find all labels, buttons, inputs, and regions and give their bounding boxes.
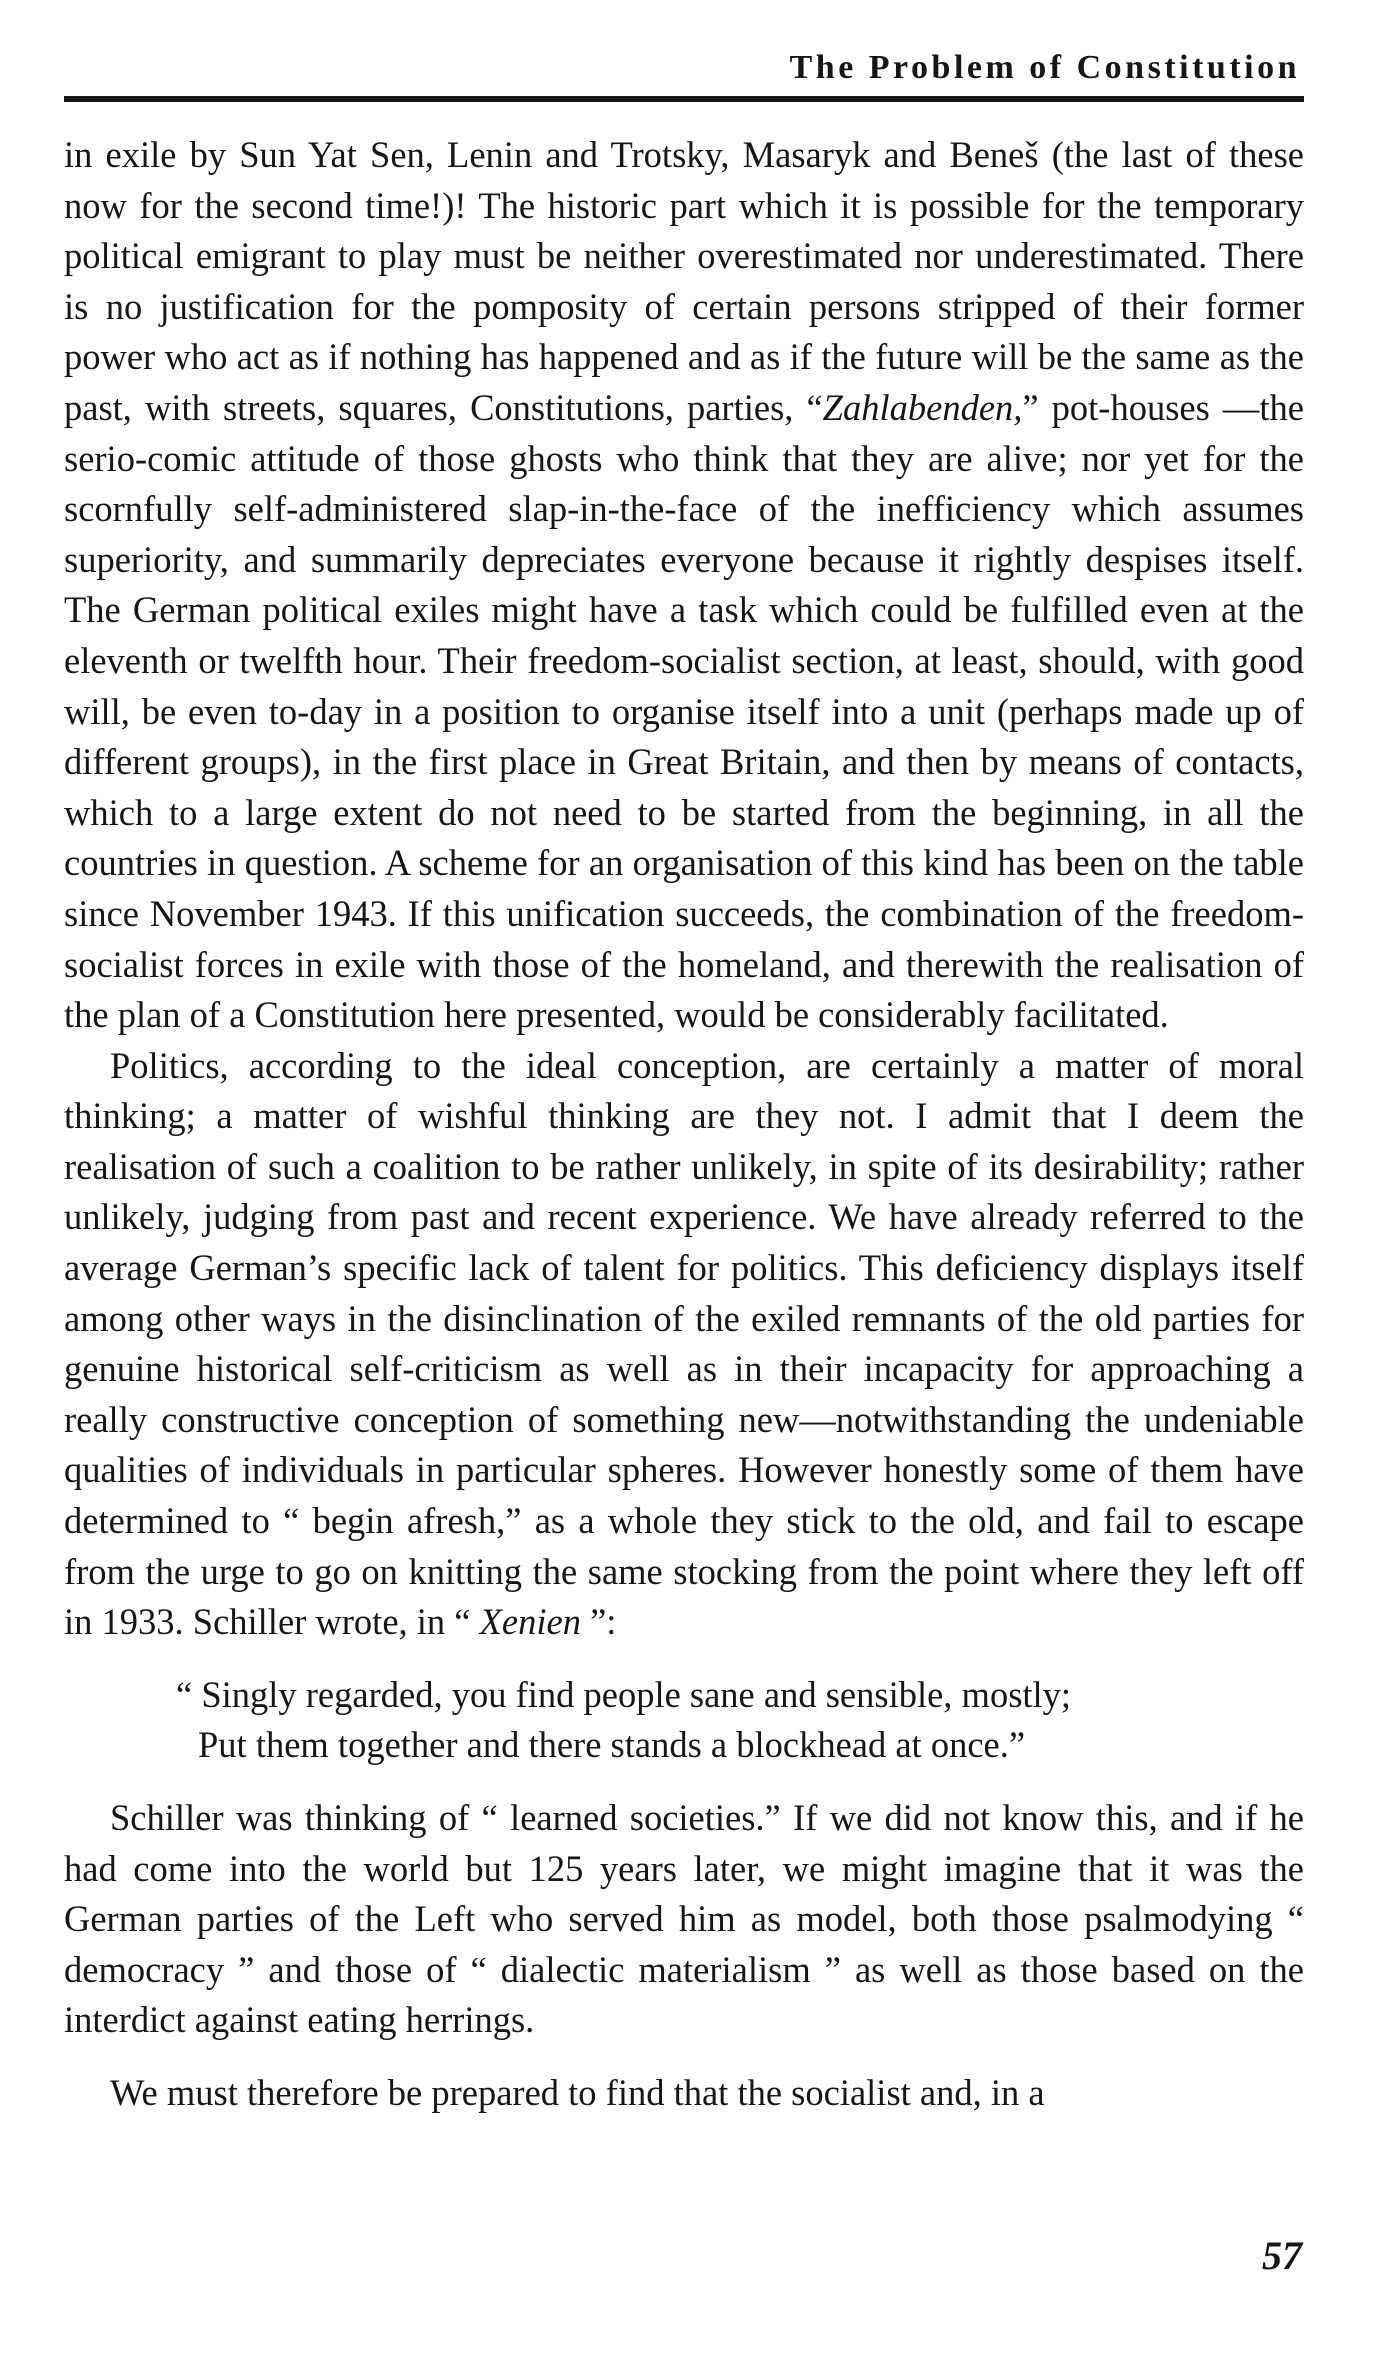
running-title: The Problem of Constitution [789, 49, 1300, 86]
paragraph-1 [64, 130, 1304, 1041]
paragraph-4: We must therefore be prepared to find that the socialist and, in a [110, 2071, 1045, 2113]
body-text [64, 130, 1304, 2119]
verse-quotation [64, 1670, 1304, 1771]
paragraph-2-text-b: ”: [580, 1601, 617, 1643]
title-xenien: Xenien [479, 1601, 581, 1643]
verse-line-2: Put them together and there stands a blockhead at once.” [198, 1724, 1026, 1766]
paragraph-3: Schiller was thinking of “ learned societies.” If we did not know this, and if he had come into the world but 125 years later, we might imagine that it was the German parties of the Left who served him as model, both those psalmodying “ democracy ” and those of “ dialectic materialism ” as well as those based on the interdict against eating herrings. [64, 1797, 1304, 2041]
header-rule [64, 96, 1304, 102]
verse-line-1: “ Singly regarded, you find people sane and sensible, mostly; [176, 1673, 1072, 1715]
page-number: 57 [1262, 2233, 1302, 2278]
paragraph-1-text-a: in exile by Sun Yat Sen, Lenin and Trotsky, Masaryk and Beneš (the last of these now for the second time!)! The historic part which it is possible for the temporary political emigrant to play must be neither overestimated nor underestimated. There is no justification for the pomposity of certain persons stripped of their former power who act as if nothing has happened and as if the future will be the same as the past, with streets, squares, Constitutions, parties, “ [64, 134, 1304, 428]
paragraph-2 [64, 1041, 1304, 1648]
book-page [64, 44, 1304, 2119]
paragraph-2-text-a: Politics, according to the ideal conception, are certainly a matter of moral thinking; a matter of wishful thinking are they not. I admit that I deem the realisation of such a coalition to be rather unlikely, in spite of its desirability; rather unlikely, judging from past and recent experience. We have already referred to the average German’s specific lack of talent for politics. This deficiency displays itself among other ways in the disinclination of the exiled remnants of the old parties for genuine historical self-criticism as well as in their incapacity for approaching a really constructive conception of something new—notwithstanding the undeniable qualities of individuals in particular spheres. However honestly some of them have determined to “ begin afresh,” as a whole they stick to the old, and fail to escape from the urge to go on knitting the same stocking from the point where they left off in 1933. Schiller wrote, in “ [64, 1044, 1304, 1643]
paragraph-1-text-b: ” pot-houses —the serio-comic attitude of those ghosts who think that they are alive; nor yet for the scornfully self-administered slap-in-the-face of the inefficiency which assumes superiority, and summarily depreciates everyone because it rightly despises itself. The German political exiles might have a task which could be fulfilled even at the eleventh or twelfth hour. Their freedom-socialist section, at least, should, with good will, be even to-day in a position to organise itself into a unit (perhaps made up of different groups), in the first place in Great Britain, and then by means of contacts, which to a large extent do not need to be started from the beginning, in all the countries in question. A scheme for an organisation of this kind has been on the table since November 1943. If this unification succeeds, the combination of the freedom-socialist forces in exile with those of the homeland, and therewith the realisation of the plan of a Constitution here presented, would be considerably facilitated. [64, 386, 1304, 1036]
term-zahlabenden: Zahlabenden, [822, 386, 1023, 428]
